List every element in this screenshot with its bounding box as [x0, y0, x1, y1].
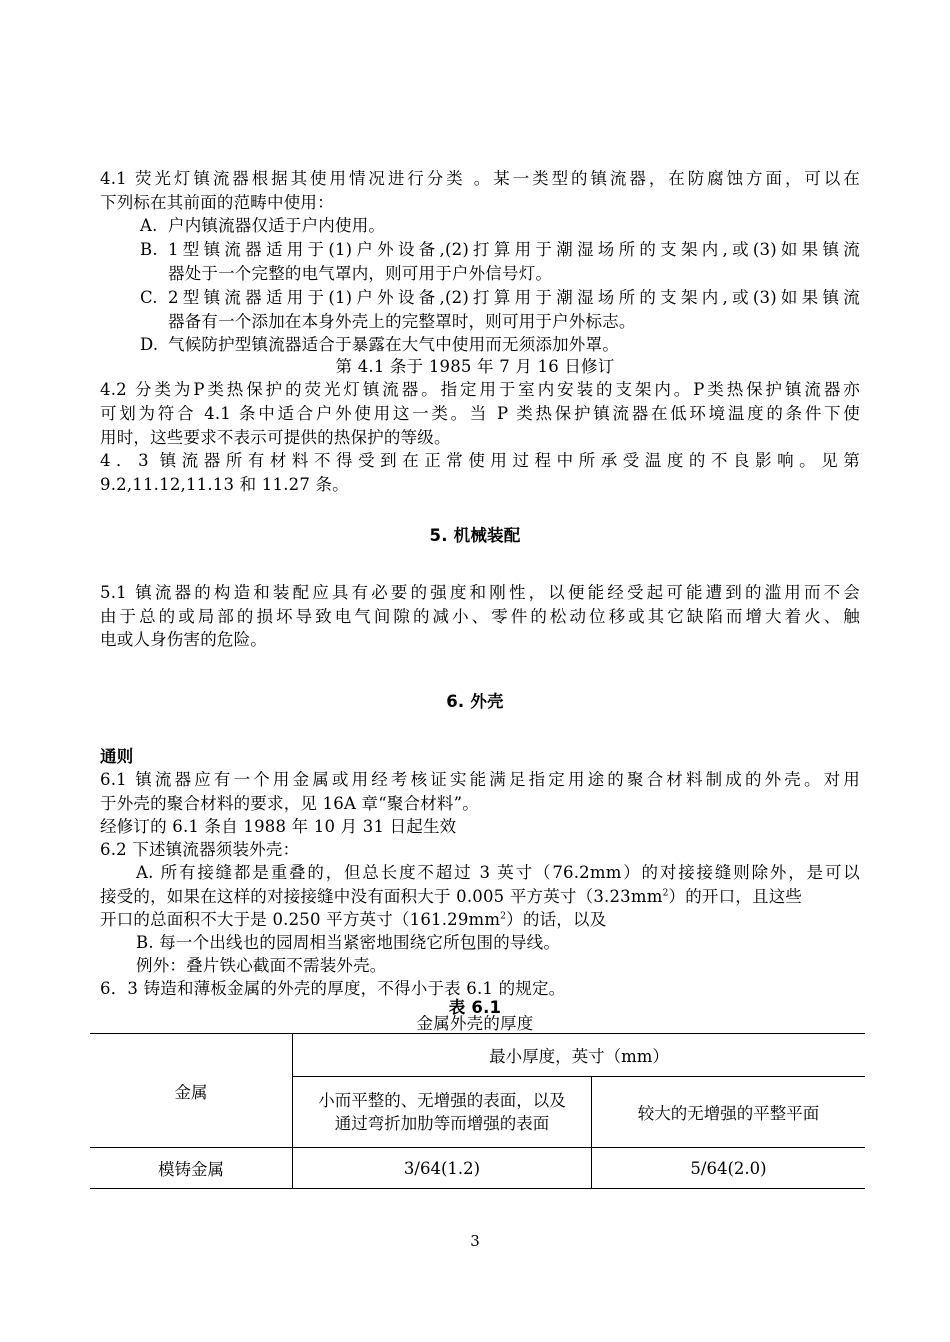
para-4-2-line1: 4.2 分类为P类热保护的荧光灯镇流器。指定用于室内安装的支架内。P类热保护镇流器亦 — [100, 380, 860, 399]
para-4-1-line1: 4.1 荧光灯镇流器根据其使用情况进行分类 。某一类型的镇流器，在防腐蚀方面，可以在 — [100, 169, 860, 188]
para-6-2-a-line3-part1: 开口的总面积不大于是 0.250 平方英寸（161.29mm — [100, 910, 501, 929]
header-small-surface-line1: 小而平整的、无增强的表面，以及 — [318, 1091, 566, 1110]
cell-small-value: 3/64(1.2) — [293, 1148, 592, 1189]
para-4-2-line3: 用时，这些要求不表示可提供的热保护的等级。 — [100, 428, 451, 447]
thickness-table — [90, 1033, 865, 1189]
superscript-2: 2 — [662, 888, 669, 899]
item-c-label: C. — [140, 288, 158, 307]
section-5-heading: 5. 机械装配 — [429, 526, 521, 545]
item-b-label: B. — [140, 240, 158, 259]
para-6-1-line1: 6.1 镇流器应有一个用金属或用经考核证实能满足指定用途的聚合材料制成的外壳。对用 — [100, 770, 860, 789]
para-5-1-line1: 5.1 镇流器的构造和装配应具有必要的强度和刚性，以便能经受起可能遭到的滥用而不会 — [100, 583, 860, 602]
item-d-text: 气候防护型镇流器适合于暴露在大气中使用而无须添加外罩。 — [168, 335, 619, 354]
item-c-line2: 器备有一个添加在本身外壳上的完整罩时，则可用于户外标志。 — [168, 312, 636, 331]
para-6-2: 6.2 下述镇流器须装外壳： — [100, 840, 300, 859]
amendment-4-1: 第 4.1 条于 1985 年 7 月 16 日修订 — [335, 357, 615, 376]
para-5-1-line3: 电或人身伤害的危险。 — [100, 630, 267, 649]
para-6-2-a-line2 — [100, 885, 860, 909]
amendment-6-1: 经修订的 6.1 条自 1988 年 10 月 31 日起生效 — [100, 817, 457, 836]
para-4-1-line2: 下列标在其前面的范畴中使用： — [100, 193, 334, 212]
para-6-1-line2: 于外壳的聚合材料的要求，见 16A 章“聚合材料”。 — [100, 794, 479, 813]
para-4-2-line2: 可划为符合 4.1 条中适合户外使用这一类。当 P 类热保护镇流器在低环境温度的条件下使 — [100, 404, 860, 423]
header-small-surface-line2: 通过弯折加肋等而增强的表面 — [334, 1114, 550, 1133]
para-4-3-line1: 4．3 镇流器所有材料不得受到在正常使用过程中所承受温度的不良影响。见第 — [100, 451, 860, 470]
cell-metal: 模铸金属 — [90, 1148, 293, 1189]
item-b-line1: 1型镇流器适用于(1)户外设备,(2)打算用于潮湿场所的支架内,或(3)如果镇流 — [168, 240, 860, 259]
general-subheading: 通则 — [100, 747, 134, 766]
para-6-3: 6．3 铸造和薄板金属的外壳的厚度，不得小于表 6.1 的规定。 — [100, 979, 566, 998]
item-a-label: A. — [140, 216, 158, 235]
para-6-2-a-line3 — [100, 908, 860, 932]
item-b-line2: 器处于一个完整的电气罩内，则可用于户外信号灯。 — [168, 264, 553, 283]
para-6-2-a-line1: A. 所有接缝都是重叠的，但总长度不超过 3 英寸（76.2mm）的对接接缝则除外，是可以 — [136, 863, 860, 882]
exception-note: 例外：叠片铁心截面不需装外壳。 — [136, 956, 387, 975]
header-min-thickness: 最小厚度，英寸（mm） — [293, 1034, 866, 1077]
item-a-text: 户内镇流器仅适于户内使用。 — [168, 216, 386, 235]
table-title: 表 6.1 — [448, 998, 502, 1017]
para-6-2-a-line2-part2: ）的开口，且这些 — [668, 887, 803, 906]
header-large-surface: 较大的无增强的平整平面 — [592, 1077, 866, 1148]
header-metal: 金属 — [90, 1034, 293, 1148]
superscript-2: 2 — [500, 911, 507, 922]
item-d-label: D. — [140, 335, 159, 354]
item-c-line1: 2型镇流器适用于(1)户外设备,(2)打算用于潮湿场所的支架内,或(3)如果镇流 — [168, 288, 860, 307]
para-6-2-b: B. 每一个出线也的园周相当紧密地围绕它所包围的导线。 — [136, 933, 561, 952]
para-6-2-a-line2-part1: 接受的，如果在这样的对接接缝中没有面积大于 0.005 平方英寸（3.23mm — [100, 887, 663, 906]
cell-large-value: 5/64(2.0) — [592, 1148, 866, 1189]
para-5-1-line2: 由于总的或局部的损坏导致电气间隙的减小、零件的松动位移或其它缺陷而增大着火、触 — [100, 607, 860, 626]
table-row — [90, 1148, 865, 1189]
page-number: 3 — [470, 1232, 480, 1250]
section-6-heading: 6. 外壳 — [446, 692, 504, 711]
header-small-surface — [293, 1077, 592, 1148]
para-4-3-line2: 9.2,11.12,11.13 和 11.27 条。 — [100, 475, 349, 494]
para-6-2-a-line3-part2: ）的话，以及 — [506, 910, 607, 929]
table-caption: 金属外壳的厚度 — [416, 1014, 534, 1033]
